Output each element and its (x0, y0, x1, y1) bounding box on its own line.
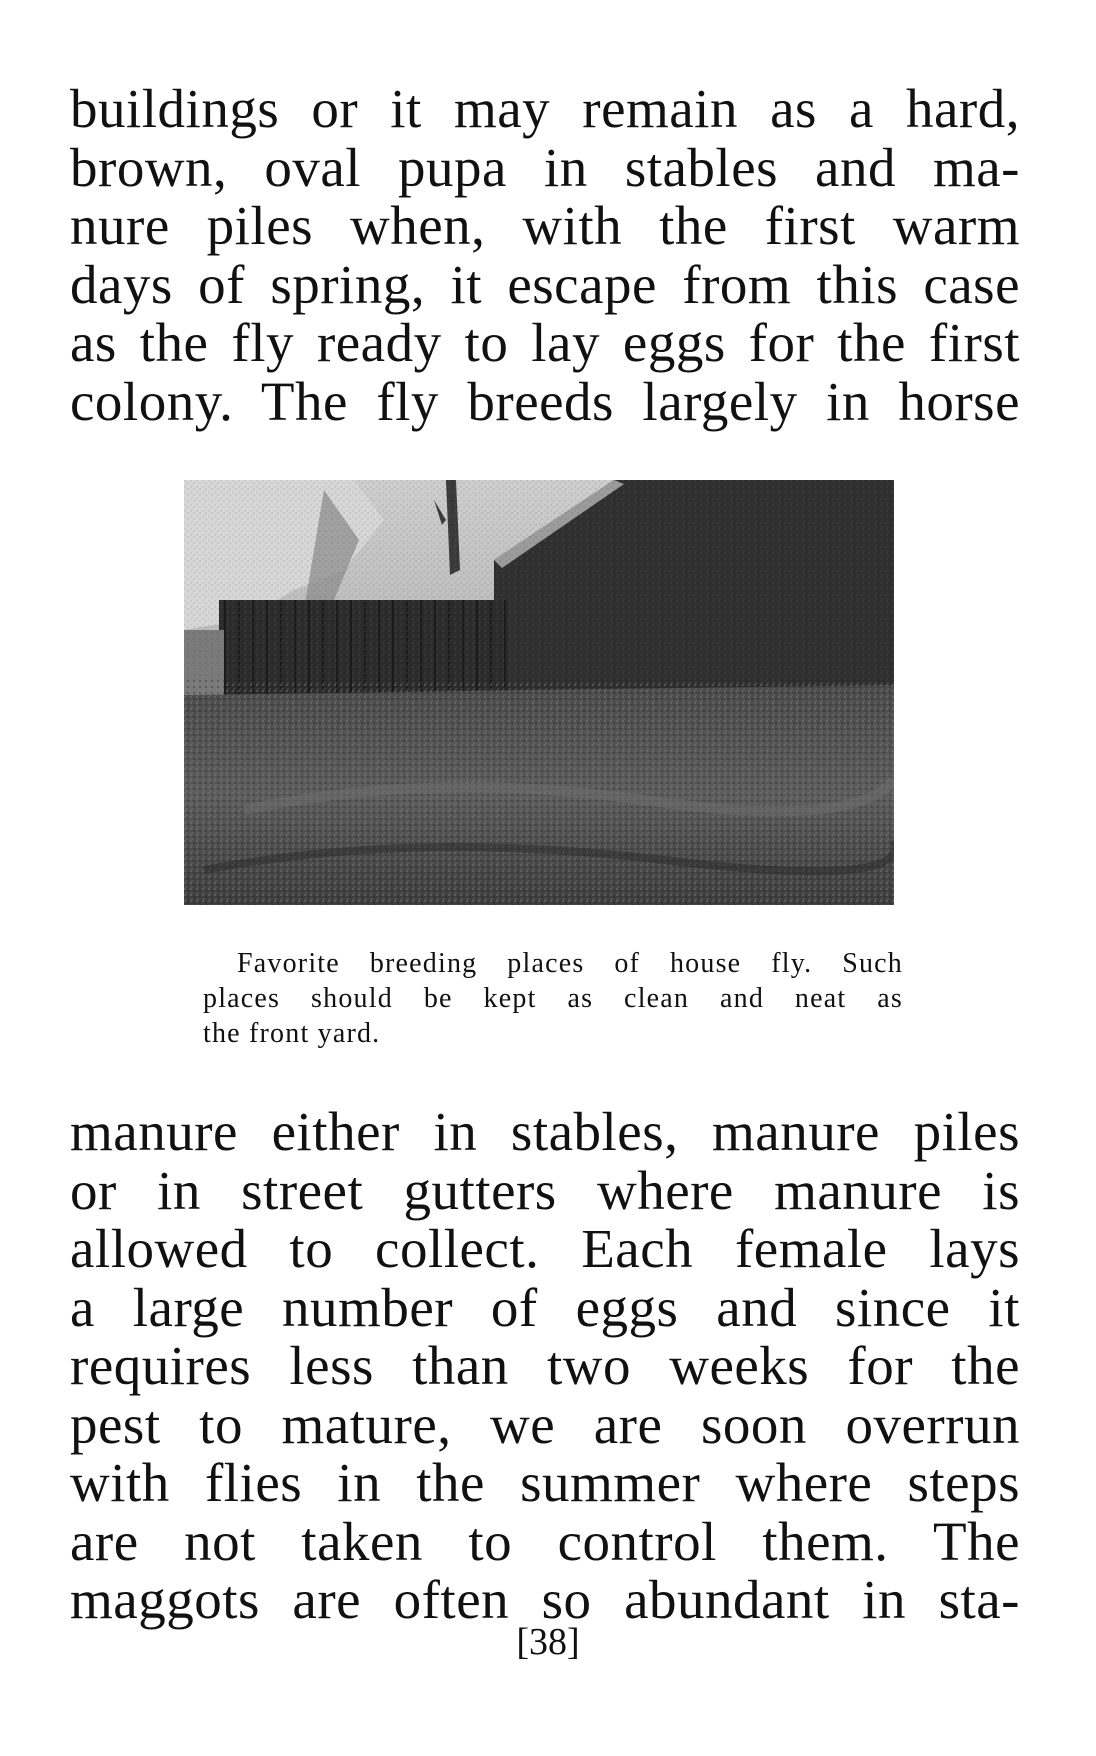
text-line: a large number of eggs and since it (70, 1276, 1020, 1338)
text-line: as the fly ready to lay eggs for the first (70, 312, 1020, 373)
text-line: nure piles when, with the first warm (70, 195, 1020, 256)
caption-line: Favorite breeding places of house fly. Such (237, 948, 903, 979)
text-line: with flies in the summer where steps (70, 1452, 1020, 1513)
text-line: maggots are often so abundant in sta- (70, 1569, 1020, 1630)
photograph-barnyard (184, 480, 894, 905)
paragraph-top (70, 80, 1020, 431)
caption-line: places should be kept as clean and neat as (203, 983, 903, 1014)
caption-line: the front yard. (203, 1018, 381, 1049)
text-line: requires less than two weeks for the (70, 1335, 1020, 1396)
text-line: brown, oval pupa in stables and ma- (70, 136, 1020, 198)
text-line: manure either in stables, manure piles (70, 1101, 1020, 1162)
text-line: colony. The fly breeds largely in horse (70, 370, 1020, 432)
text-line: are not taken to control them. The (70, 1510, 1020, 1572)
text-line: pest to mature, we are soon overrun (70, 1393, 1020, 1455)
text-line: days of spring, it escape from this case (70, 253, 1020, 315)
paragraph-bottom (70, 1103, 1020, 1630)
page-number: [38] (516, 1621, 580, 1663)
text-line: allowed to collect. Each female lays (70, 1218, 1020, 1279)
text-line: or in street gutters where manure is (70, 1159, 1020, 1221)
figure-caption (203, 946, 903, 1051)
text-line: buildings or it may remain as a hard, (70, 78, 1020, 139)
photograph-illustration (184, 480, 894, 905)
